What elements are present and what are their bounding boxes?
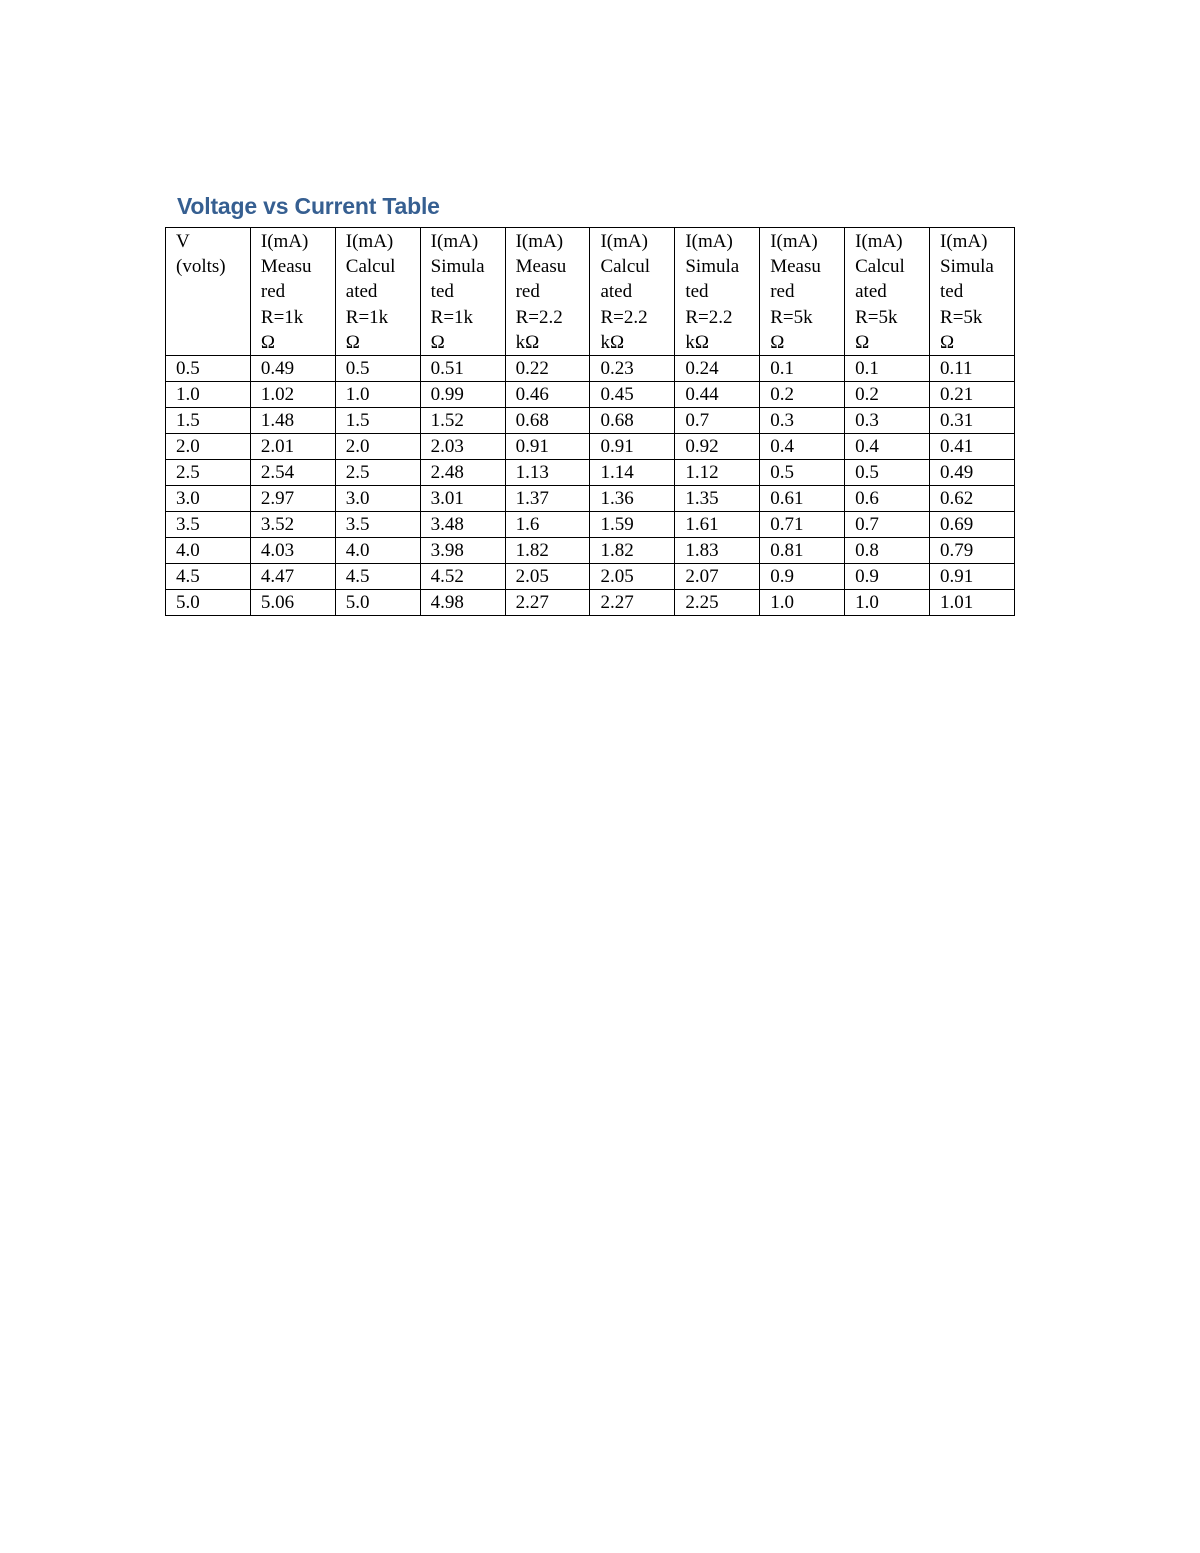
table-body [166, 356, 1015, 616]
current-cell: 1.61 [675, 512, 760, 538]
current-cell: 1.36 [590, 486, 675, 512]
current-cell: 2.05 [590, 564, 675, 590]
current-cell: 0.68 [590, 408, 675, 434]
table-row [166, 460, 1015, 486]
column-header-line: kΩ [515, 331, 540, 353]
column-header-line: Ω [855, 331, 870, 353]
column-header-line: Simula [940, 256, 994, 278]
table-row [166, 564, 1015, 590]
current-cell: 1.14 [590, 460, 675, 486]
column-header [845, 228, 930, 356]
column-header-line: Ω [260, 331, 276, 353]
current-cell: 0.41 [930, 434, 1015, 460]
table-row [166, 538, 1015, 564]
current-cell: 0.46 [505, 382, 590, 408]
current-cell: 0.5 [760, 460, 845, 486]
current-cell: 0.91 [930, 564, 1015, 590]
voltage-cell: 3.5 [166, 512, 251, 538]
column-header-line: ated [855, 281, 887, 303]
column-header [335, 228, 420, 356]
column-header-line: red [770, 281, 795, 303]
column-header-line: R=1k [345, 306, 389, 328]
column-header-line: R=5k [940, 306, 983, 328]
column-header-line: ted [940, 281, 964, 303]
current-cell: 3.98 [420, 538, 505, 564]
current-cell: 0.6 [845, 486, 930, 512]
current-cell: 0.68 [505, 408, 590, 434]
column-header-line: Measu [515, 256, 567, 278]
current-cell: 5.06 [250, 590, 335, 616]
column-header-line: Ω [770, 331, 785, 353]
column-header-line: Simula [685, 256, 740, 278]
voltage-cell: 1.5 [166, 408, 251, 434]
current-cell: 4.5 [335, 564, 420, 590]
current-cell: 4.52 [420, 564, 505, 590]
column-header-line: V [176, 231, 190, 252]
current-cell: 0.69 [930, 512, 1015, 538]
current-cell: 0.7 [845, 512, 930, 538]
current-cell: 1.59 [590, 512, 675, 538]
current-cell: 0.24 [675, 356, 760, 382]
current-cell: 0.81 [760, 538, 845, 564]
current-cell: 1.37 [505, 486, 590, 512]
current-cell: 1.35 [675, 486, 760, 512]
current-cell: 2.05 [505, 564, 590, 590]
column-header [930, 228, 1015, 356]
column-header-line: I(mA) [515, 231, 564, 252]
column-header-line: R=1k [430, 306, 474, 328]
column-header [675, 228, 760, 356]
column-header-line: I(mA) [685, 231, 733, 252]
column-header [590, 228, 675, 356]
current-cell: 1.83 [675, 538, 760, 564]
current-cell: 2.0 [335, 434, 420, 460]
column-header [505, 228, 590, 356]
column-header-line: red [515, 281, 540, 303]
current-cell: 1.0 [845, 590, 930, 616]
current-cell: 0.49 [250, 356, 335, 382]
current-cell: 0.91 [505, 434, 590, 460]
current-cell: 0.49 [930, 460, 1015, 486]
current-cell: 0.31 [930, 408, 1015, 434]
table-row [166, 512, 1015, 538]
current-cell: 2.01 [250, 434, 335, 460]
current-cell: 0.21 [930, 382, 1015, 408]
current-cell: 2.03 [420, 434, 505, 460]
current-cell: 0.22 [505, 356, 590, 382]
current-cell: 1.82 [505, 538, 590, 564]
current-cell: 0.8 [845, 538, 930, 564]
current-cell: 0.9 [845, 564, 930, 590]
column-header-line: ted [430, 281, 454, 303]
column-header-line: Calcul [855, 256, 905, 278]
table-row [166, 382, 1015, 408]
current-cell: 1.82 [590, 538, 675, 564]
column-header-line: R=2.2 [600, 306, 648, 328]
current-cell: 2.07 [675, 564, 760, 590]
column-header-line: R=1k [260, 306, 304, 328]
voltage-cell: 1.0 [166, 382, 251, 408]
column-header-line: I(mA) [770, 231, 818, 252]
voltage-cell: 4.0 [166, 538, 251, 564]
current-cell: 0.7 [675, 408, 760, 434]
table-row [166, 356, 1015, 382]
column-header [166, 228, 251, 356]
column-header-line: kΩ [685, 331, 709, 353]
current-cell: 4.03 [250, 538, 335, 564]
current-cell: 0.3 [760, 408, 845, 434]
column-header-line: R=2.2 [515, 306, 563, 328]
current-cell: 1.6 [505, 512, 590, 538]
table-row [166, 434, 1015, 460]
voltage-cell: 5.0 [166, 590, 251, 616]
column-header-line: Calcul [345, 256, 396, 278]
column-header-line: Ω [430, 331, 445, 353]
current-cell: 0.3 [845, 408, 930, 434]
column-header-line: Measu [260, 256, 312, 278]
current-cell: 0.4 [845, 434, 930, 460]
current-cell: 0.1 [760, 356, 845, 382]
current-cell: 2.97 [250, 486, 335, 512]
current-cell: 1.48 [250, 408, 335, 434]
current-cell: 3.0 [335, 486, 420, 512]
current-cell: 0.79 [930, 538, 1015, 564]
current-cell: 2.54 [250, 460, 335, 486]
column-header-line: I(mA) [260, 231, 309, 252]
current-cell: 2.27 [505, 590, 590, 616]
current-cell: 1.01 [930, 590, 1015, 616]
voltage-cell: 2.0 [166, 434, 251, 460]
column-header-line: ated [345, 281, 378, 303]
column-header-line: R=5k [770, 306, 813, 328]
current-cell: 0.5 [335, 356, 420, 382]
current-cell: 0.62 [930, 486, 1015, 512]
current-cell: 0.61 [760, 486, 845, 512]
current-cell: 0.5 [845, 460, 930, 486]
column-header-line: I(mA) [345, 231, 394, 252]
column-header-line: R=5k [855, 306, 898, 328]
page-title: Voltage vs Current Table [177, 193, 440, 219]
current-cell: 4.98 [420, 590, 505, 616]
current-cell: 2.25 [675, 590, 760, 616]
current-cell: 1.12 [675, 460, 760, 486]
current-cell: 0.91 [590, 434, 675, 460]
header-row [166, 228, 1015, 356]
table-row [166, 486, 1015, 512]
current-cell: 0.44 [675, 382, 760, 408]
current-cell: 1.02 [250, 382, 335, 408]
column-header-line: I(mA) [940, 231, 988, 252]
current-cell: 0.71 [760, 512, 845, 538]
current-cell: 2.27 [590, 590, 675, 616]
current-cell: 0.1 [845, 356, 930, 382]
current-cell: 0.23 [590, 356, 675, 382]
current-cell: 0.11 [930, 356, 1015, 382]
current-cell: 1.52 [420, 408, 505, 434]
table-row [166, 408, 1015, 434]
column-header-line: Calcul [600, 256, 651, 278]
current-cell: 0.51 [420, 356, 505, 382]
current-cell: 1.0 [335, 382, 420, 408]
column-header-line: I(mA) [430, 231, 479, 252]
current-cell: 0.92 [675, 434, 760, 460]
voltage-cell: 0.5 [166, 356, 251, 382]
current-cell: 0.4 [760, 434, 845, 460]
current-cell: 3.52 [250, 512, 335, 538]
column-header-line: Ω [940, 331, 955, 353]
current-cell: 1.0 [760, 590, 845, 616]
current-cell: 0.2 [845, 382, 930, 408]
column-header-line: R=2.2 [685, 306, 733, 328]
column-header-line: Ω [345, 331, 360, 353]
column-header [250, 228, 335, 356]
current-cell: 4.47 [250, 564, 335, 590]
current-cell: 3.48 [420, 512, 505, 538]
column-header [760, 228, 845, 356]
current-cell: 5.0 [335, 590, 420, 616]
current-cell: 2.48 [420, 460, 505, 486]
current-cell: 0.45 [590, 382, 675, 408]
current-cell: 0.9 [760, 564, 845, 590]
column-header-line: Measu [770, 256, 821, 278]
voltage-cell: 2.5 [166, 460, 251, 486]
column-header-line: (volts) [176, 256, 226, 278]
voltage-cell: 4.5 [166, 564, 251, 590]
current-cell: 1.13 [505, 460, 590, 486]
column-header-line: I(mA) [855, 231, 903, 252]
table-header [166, 228, 1015, 356]
voltage-cell: 3.0 [166, 486, 251, 512]
column-header-line: ated [600, 281, 633, 303]
column-header-line: ted [685, 281, 709, 303]
column-header-line: Simula [430, 256, 485, 278]
current-cell: 0.2 [760, 382, 845, 408]
column-header-line: red [260, 281, 286, 303]
current-cell: 3.5 [335, 512, 420, 538]
current-cell: 2.5 [335, 460, 420, 486]
column-header [420, 228, 505, 356]
voltage-current-table [165, 227, 1015, 616]
column-header-line: kΩ [600, 331, 625, 353]
current-cell: 0.99 [420, 382, 505, 408]
current-cell: 4.0 [335, 538, 420, 564]
current-cell: 1.5 [335, 408, 420, 434]
column-header-line: I(mA) [600, 231, 648, 252]
current-cell: 3.01 [420, 486, 505, 512]
table-row [166, 590, 1015, 616]
